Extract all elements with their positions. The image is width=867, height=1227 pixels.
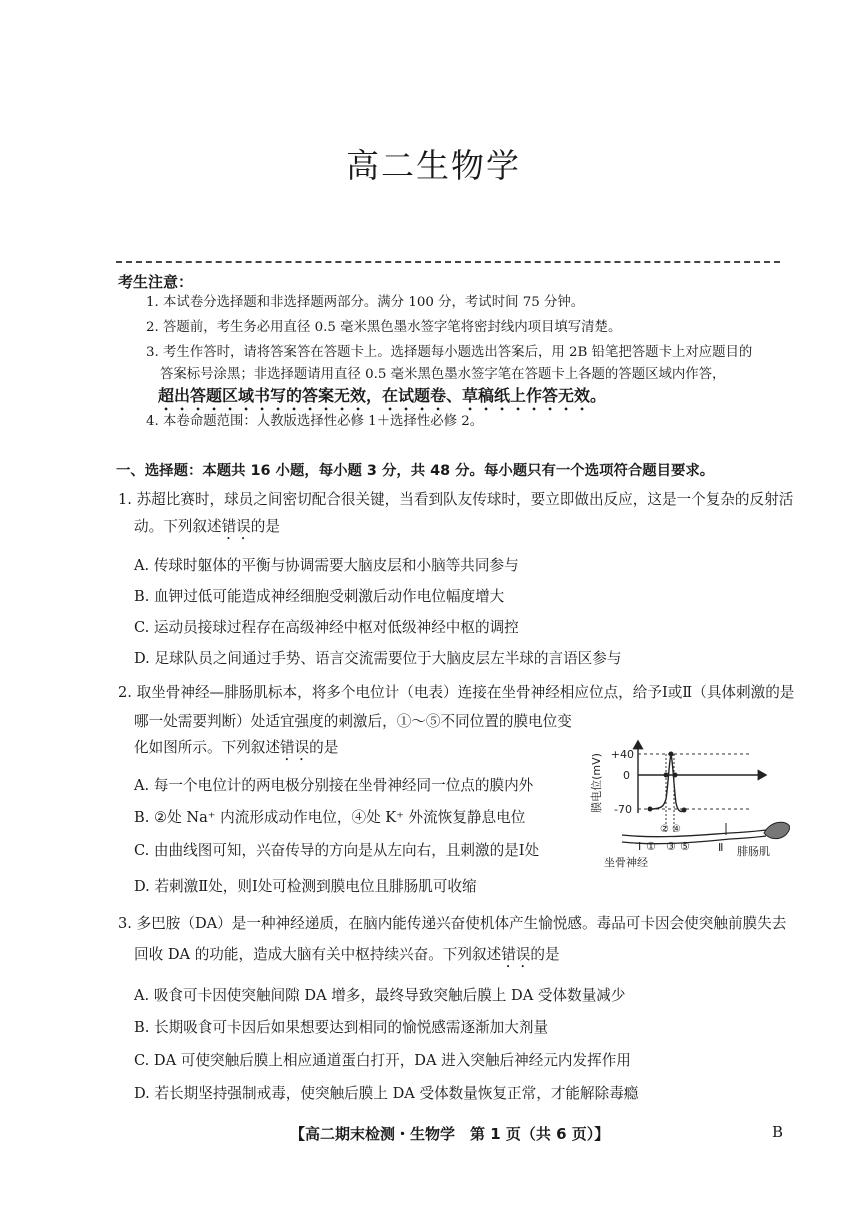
- notice-item-2: 2. 答题前，考生务必用直径 0.5 毫米黑色墨水签字笔将密封线内项目填写清楚。: [146, 320, 622, 335]
- section-heading: 一、选择题：本题共 16 小题，每小题 3 分，共 48 分。每小题只有一个选项符合题目要求。: [116, 463, 715, 479]
- notice-heading: 考生注意：: [118, 273, 194, 291]
- q3-stem-line1: 3. 多巴胺（DA）是一种神经递质，在脑内能传递兴奋使机体产生愉悦感。毒品可卡因会使突触前膜失去: [118, 915, 787, 932]
- q3-option-a: A. 吸食可卡因使突触间隙 DA 增多，最终导致突触后膜上 DA 受体数量减少: [134, 987, 626, 1004]
- page-title: 高二生物学: [346, 146, 521, 185]
- q2-option-b: B. ②处 Na⁺ 内流形成动作电位，④处 K⁺ 外流恢复静息电位: [134, 809, 526, 826]
- stim-I-label: Ⅰ: [638, 840, 642, 853]
- q2-option-d: D. 若刺激Ⅱ处，则Ⅰ处可检测到膜电位且腓肠肌可收缩: [134, 878, 477, 895]
- page-footer: 【高二期末检测・生物学 第 1 页（共 6 页）】: [290, 1125, 610, 1143]
- notice-item-1: 1. 本试卷分选择题和非选择题两部分。满分 100 分，考试时间 75 分钟。: [146, 295, 585, 310]
- point-2-marker: [664, 773, 669, 778]
- point-3-marker: [669, 752, 674, 757]
- y-axis-label: 膜电位(mV): [590, 753, 603, 813]
- q3-option-c: C. DA 可使突触后膜上相应通道蛋白打开，DA 进入突触后神经元内发挥作用: [134, 1052, 631, 1069]
- q3-emphasis-mark: 错误: [501, 946, 531, 963]
- q3-stem-line2: 回收 DA 的功能，造成大脑有关中枢持续兴奋。下列叙述错误的是: [134, 946, 560, 963]
- q1-stem-line1: 1. 苏超比赛时，球员之间密切配合很关键，当看到队友传球时，要立即做出反应，这是一个复杂的反射活: [118, 491, 794, 508]
- notice-item-3: 3. 考生作答时，请将答案答在答题卡上。选择题每小题选出答案后，用 2B 铅笔把答题卡上对应题目的: [146, 345, 753, 360]
- q3-option-b: B. 长期吸食可卡因后如果想要达到相同的愉悦感需逐渐加大剂量: [134, 1019, 549, 1036]
- q2-option-a: A. 每一个电位计的两电极分别接在坐骨神经同一位点的膜内外: [134, 777, 534, 794]
- notice-item-3-cont: 答案标号涂黑；非选择题请用直径 0.5 毫米黑色墨水签字笔在答题卡上各题的答题区域内作答，: [160, 367, 726, 382]
- point-4-label: ④: [672, 824, 681, 835]
- tick-plus40: +40: [610, 748, 634, 761]
- tick-minus70: -70: [614, 803, 632, 816]
- point-1-label: ①: [646, 840, 656, 853]
- q1-emphasis-mark: 错误: [221, 518, 251, 535]
- q1-stem-line2: 动。下列叙述错误的是: [134, 518, 280, 535]
- notice-item-4: 4. 本卷命题范围：人教版选择性必修 1＋选择性必修 2。: [146, 414, 484, 429]
- q2-stem-line2: 哪一处需要判断）处适宜强度的刺激后，①～⑤不同位置的膜电位变: [134, 713, 572, 730]
- q2-stem-line3: 化如图所示。下列叙述错误的是: [134, 739, 339, 756]
- q1-option-d: D. 足球队员之间通过手势、语言交流需要位于大脑皮层左半球的言语区参与: [134, 650, 622, 667]
- point-4-marker: [673, 773, 678, 778]
- stim-II-label: Ⅱ: [718, 841, 724, 854]
- point-1-marker: [648, 807, 653, 812]
- q1-option-b: B. 血钾过低可能造成神经细胞受刺激后动作电位幅度增大: [134, 588, 505, 605]
- q3-option-d: D. 若长期坚持强制戒毒，使突触后膜上 DA 受体数量恢复正常，才能解除毒瘾: [134, 1085, 639, 1102]
- muscle-label: 腓肠肌: [737, 845, 770, 858]
- point-2-label: ②: [660, 824, 669, 835]
- q1-option-a: A. 传球时躯体的平衡与协调需要大脑皮层和小脑等共同参与: [134, 557, 519, 574]
- point-5-label: ⑤: [680, 840, 690, 853]
- q2-option-c: C. 由曲线图可知，兴奋传导的方向是从左向右，且刺激的是Ⅰ处: [134, 842, 540, 859]
- membrane-potential-figure: [580, 735, 790, 870]
- q2-emphasis-mark: 错误: [279, 739, 310, 756]
- seal-line: [116, 261, 780, 263]
- q1-option-c: C. 运动员接球过程存在高级神经中枢对低级神经中枢的调控: [134, 619, 519, 636]
- tick-zero: 0: [623, 769, 630, 782]
- paper-version: B: [772, 1123, 784, 1141]
- point-5-marker: [682, 808, 687, 813]
- q2-stem-line1: 2. 取坐骨神经—腓肠肌标本，将多个电位计（电表）连接在坐骨神经相应位点，给予Ⅰ或Ⅱ（具体刺激的是: [118, 684, 795, 701]
- notice-item-3-emphasis: 超出答题区域书写的答案无效，在试题卷、草稿纸上作答无效。: [158, 386, 607, 405]
- nerve-label: 坐骨神经: [604, 856, 648, 869]
- point-3-label: ③: [666, 840, 676, 853]
